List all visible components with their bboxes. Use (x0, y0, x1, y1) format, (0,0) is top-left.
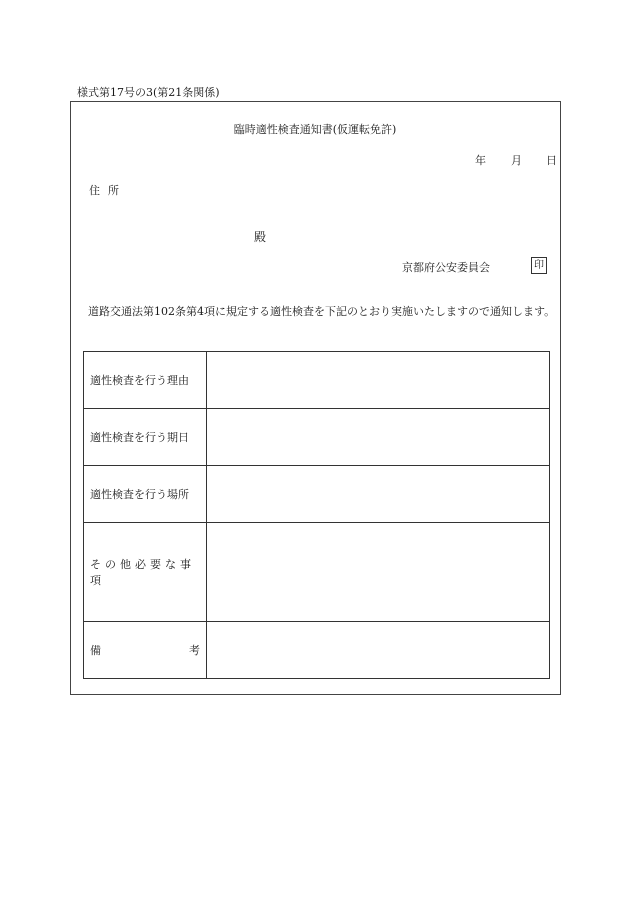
row-value-remarks[interactable] (207, 622, 550, 679)
table-row (84, 352, 550, 409)
notice-body-text: 道路交通法第102条第4項に規定する適性検査を下記のとおり実施いたしますので通知します。 (88, 305, 556, 318)
row-value-reason[interactable] (207, 352, 550, 409)
date-month-label: 月 (511, 154, 522, 167)
table-row (84, 622, 550, 679)
table-row (84, 523, 550, 622)
address-label: 住所 (89, 184, 127, 197)
row-label-other-text: その他必要な事項 (90, 558, 195, 587)
date-year-label: 年 (475, 154, 486, 167)
row-label-remarks-right: 考 (189, 644, 200, 657)
row-value-place[interactable] (207, 466, 550, 523)
table-row (84, 466, 550, 523)
form-number: 様式第17号の3(第21条関係) (77, 86, 220, 99)
row-label-date: 適性検査を行う期日 (84, 409, 207, 466)
row-label-remarks-left: 備 (90, 644, 101, 657)
details-table (83, 351, 550, 679)
issuer-name: 京都府公安委員会 (402, 261, 490, 274)
row-label-other (84, 523, 207, 622)
date-day-label: 日 (546, 154, 557, 167)
row-label-place: 適性検査を行う場所 (84, 466, 207, 523)
document-title: 臨時適性検査通知書(仮運転免許) (233, 123, 397, 136)
row-value-date[interactable] (207, 409, 550, 466)
table-row (84, 409, 550, 466)
row-value-other[interactable] (207, 523, 550, 622)
row-label-remarks (84, 622, 207, 679)
seal-mark: 印 (531, 257, 547, 274)
addressee-honorific: 殿 (254, 230, 267, 244)
row-label-reason: 適性検査を行う理由 (84, 352, 207, 409)
